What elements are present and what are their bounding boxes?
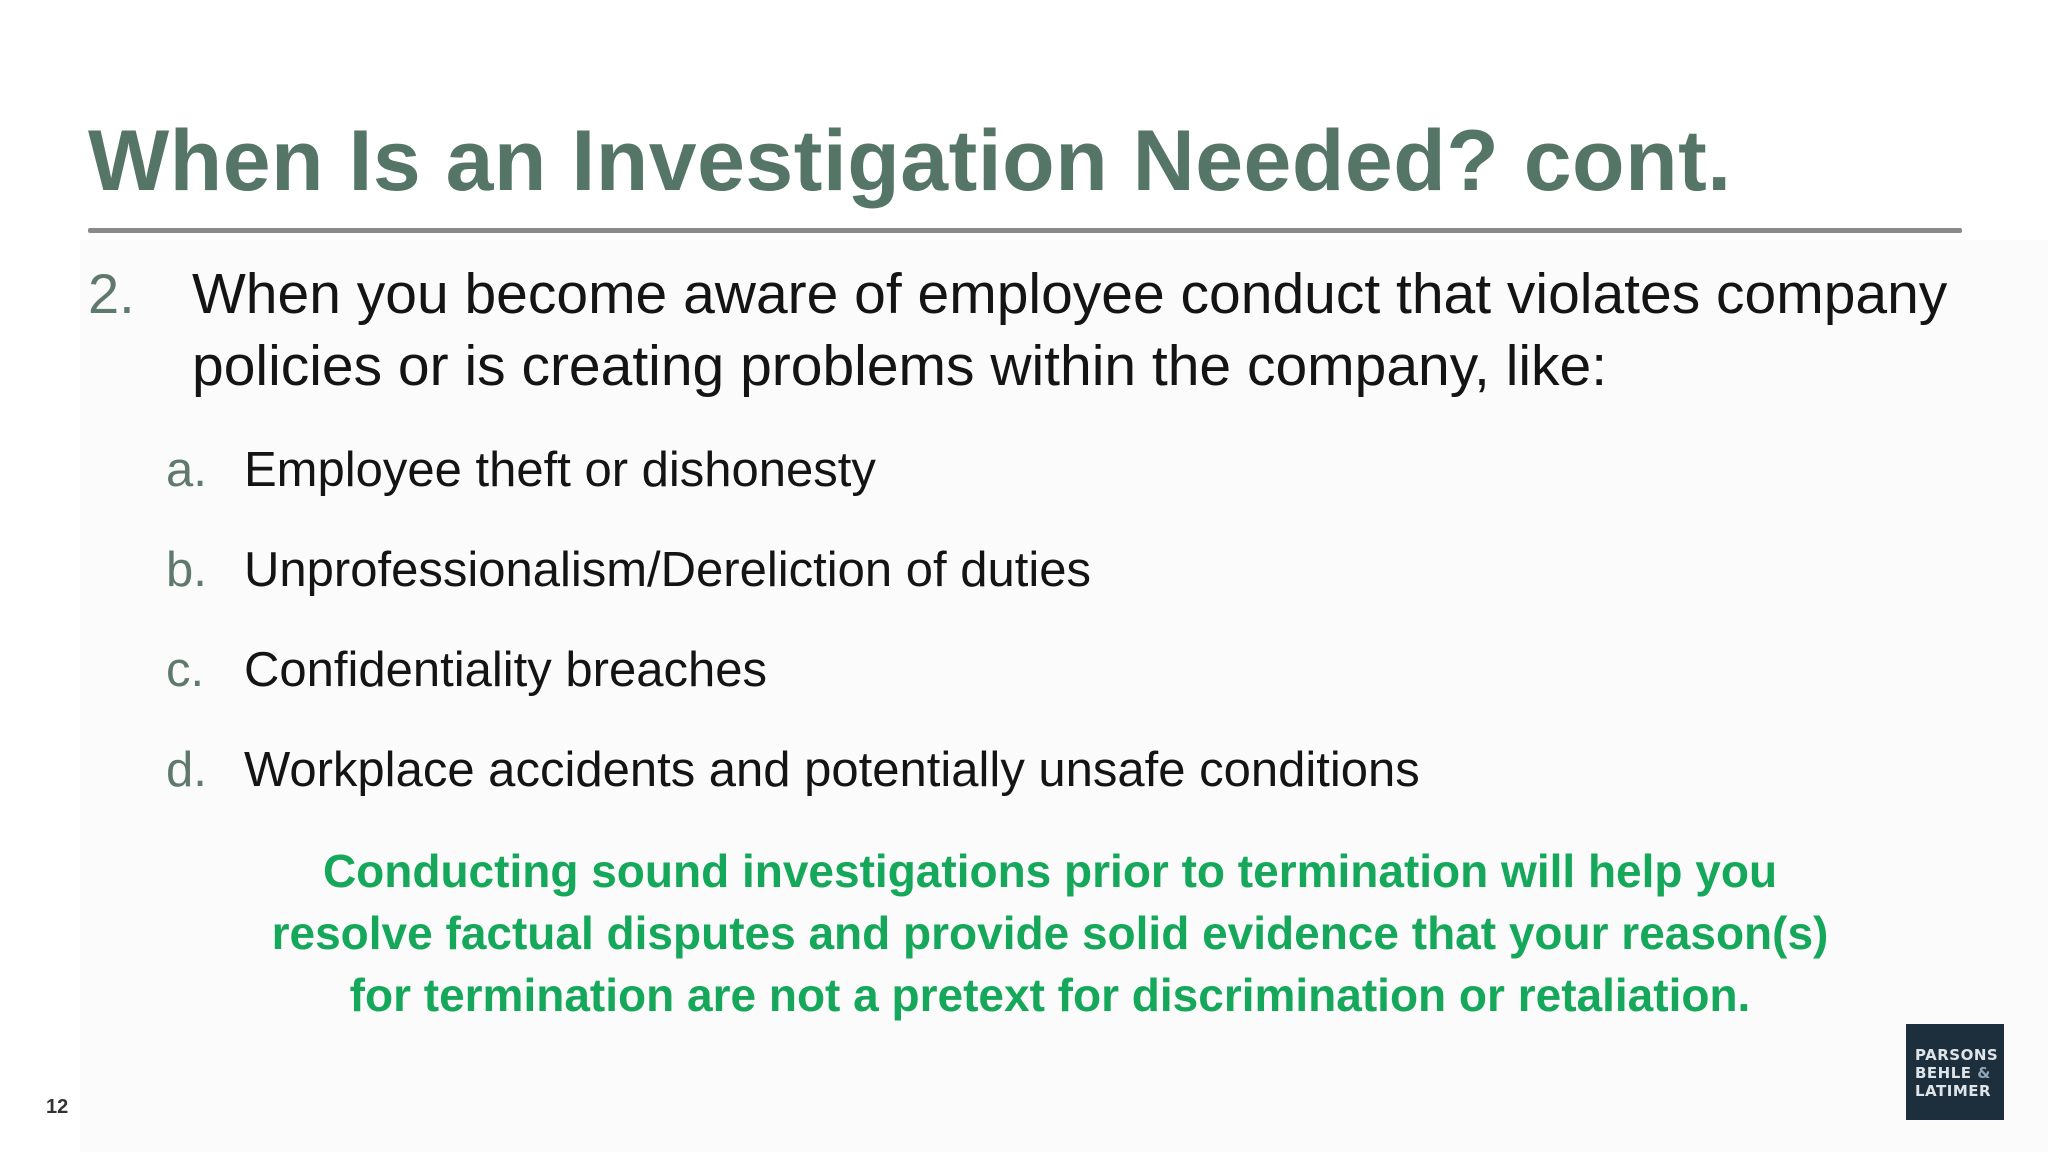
sub-list [166,440,1866,840]
sub-list-item [166,440,1866,540]
sub-item-text: Workplace accidents and potentially unsafe conditions [244,743,1420,797]
sub-item-text: Employee theft or dishonesty [244,443,876,497]
sub-item-letter: c. [166,643,205,697]
sub-list-item [166,640,1866,740]
logo-line-3: LATIMER [1915,1082,1992,1100]
firm-logo [1906,1024,2004,1120]
callout-line: Conducting sound investigations prior to termination will help you [322,845,1778,897]
logo-ampersand: & [1977,1064,1991,1082]
title-divider [88,228,1962,233]
sub-item-letter: b. [166,543,207,597]
logo-line-1: PARSONS [1915,1046,1999,1064]
sub-item-letter: d. [166,743,207,797]
sub-list-item [166,740,1866,840]
sub-item-text: Confidentiality breaches [244,643,767,697]
slide-title: When Is an Investigation Needed? cont. [88,113,1732,209]
logo-word: BEHLE [1915,1064,1972,1082]
sub-list-item [166,540,1866,640]
callout-text [140,840,1960,1026]
page-number: 12 [46,1096,69,1118]
main-item-number: 2. [88,262,135,325]
main-item-text: When you become aware of employee conduct that violates company policies or is creating problems within the company, like: [192,262,1948,398]
callout-line: resolve factual disputes and provide solid evidence that your reason(s) [271,907,1829,959]
sub-item-text: Unprofessionalism/Dereliction of duties [244,543,1091,597]
callout-line: for termination are not a pretext for discrimination or retaliation. [349,969,1751,1021]
logo-line-2 [1915,1064,2004,1082]
sub-item-letter: a. [166,443,207,497]
